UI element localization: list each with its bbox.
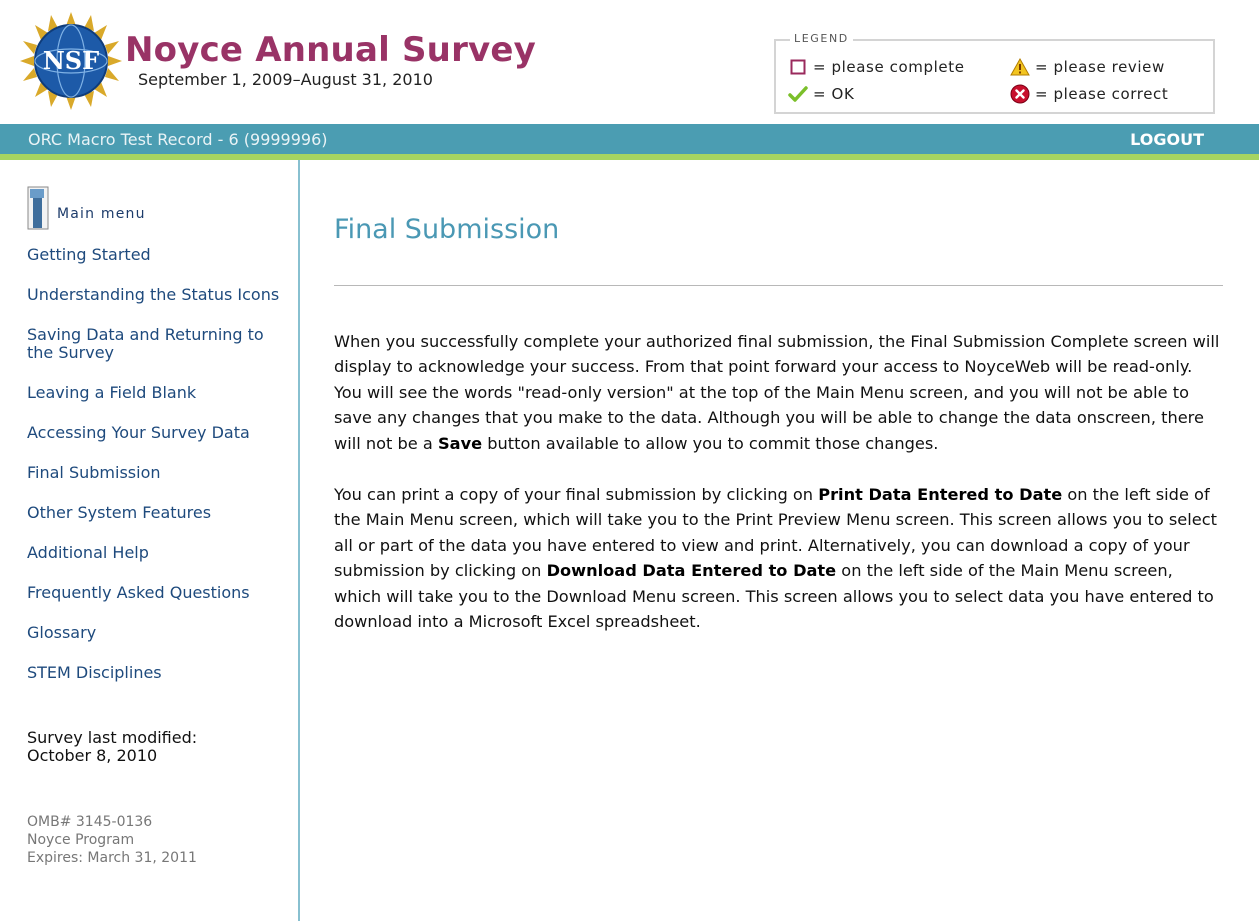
legend-item-review — [1010, 57, 1165, 77]
top-nav-bar — [0, 124, 1259, 154]
paragraph-final-submission — [334, 329, 1223, 456]
main-menu-link[interactable] — [27, 186, 146, 230]
error-x-icon — [1010, 84, 1030, 104]
legend-label-complete: = please complete — [813, 58, 965, 76]
logout-link[interactable]: LOGOUT — [1130, 130, 1204, 149]
p2-text-a: You can print a copy of your final submission by clicking on — [334, 485, 819, 504]
omb-number: OMB# 3145-0136 — [27, 814, 153, 830]
p2-text-c: on the left side of the Main Menu screen, which will take you to the Download Menu screen. This screen allows you to select data you have entered to download into a Microsoft Excel spreadsheet. — [334, 561, 1214, 632]
legend-label-review: = please review — [1035, 58, 1165, 76]
sidebar-item-saving-data[interactable]: Saving Data and Returning to the Survey — [27, 325, 264, 362]
main-menu-icon — [27, 186, 49, 230]
legend-title: LEGEND — [790, 32, 853, 45]
checkmark-icon — [788, 84, 808, 104]
sidebar-item-other-features[interactable]: Other System Features — [27, 503, 212, 522]
legend-label-correct: = please correct — [1035, 85, 1169, 103]
sidebar-item-final-submission[interactable]: Final Submission — [27, 463, 161, 482]
page-header — [0, 0, 1259, 124]
sidebar-menu — [27, 246, 287, 704]
omb-info — [27, 813, 197, 867]
last-modified-info — [27, 729, 197, 765]
legend-label-ok: = OK — [813, 85, 855, 103]
sidebar — [0, 160, 300, 921]
sidebar-item-additional-help[interactable]: Additional Help — [27, 543, 149, 562]
survey-title: Noyce Annual Survey — [125, 30, 537, 70]
warning-icon — [1010, 57, 1030, 77]
sidebar-item-getting-started[interactable]: Getting Started — [27, 245, 151, 264]
p1-bold-save: Save — [437, 433, 483, 453]
page-title: Final Submission — [334, 214, 560, 245]
paragraph-print-download — [334, 482, 1223, 634]
sidebar-item-stem-disciplines[interactable]: STEM Disciplines — [27, 663, 162, 682]
p2-text-b: on the left side of the Main Menu screen, which will take you to the Print Preview Menu screen. This screen allows you to select all or part of the data you have entered to view and print. Alternatively, you can download a copy of your submission by clicking on — [334, 485, 1217, 581]
nsf-logo — [20, 12, 122, 110]
p1-text-b: button available to allow you to commit those changes. — [482, 433, 939, 453]
main-menu-label: Main menu — [57, 206, 146, 222]
survey-period: September 1, 2009–August 31, 2010 — [138, 70, 433, 89]
sidebar-item-accessing-data[interactable]: Accessing Your Survey Data — [27, 423, 250, 442]
empty-checkbox-icon — [788, 57, 808, 77]
program-name: Noyce Program — [27, 832, 135, 848]
status-legend — [774, 32, 1215, 114]
p1-text-a: When you successfully complete your authorized final submission, the Final Submission Complete screen will display to acknowledge your success. From that point forward your access to NoyceWeb will be read-only. You will see the words "read-only version" at the top of the Main Menu screen, and you will not be able to save any changes that you make to the data. Although you will be able to change the data onscreen, there will not be a — [334, 332, 1220, 453]
p2-bold-download: Download Data Entered to Date — [546, 561, 837, 581]
last-modified-date: October 8, 2010 — [27, 746, 158, 765]
expiration-date: Expires: March 31, 2011 — [27, 850, 197, 866]
legend-item-ok — [788, 84, 854, 104]
sidebar-item-faq[interactable]: Frequently Asked Questions — [27, 583, 250, 602]
title-divider — [334, 285, 1223, 286]
nsf-logo-text: NSF — [42, 46, 100, 75]
record-identifier: ORC Macro Test Record - 6 (9999996) — [28, 130, 328, 149]
sidebar-item-status-icons[interactable]: Understanding the Status Icons — [27, 285, 280, 304]
last-modified-label: Survey last modified: — [27, 728, 198, 747]
sidebar-item-glossary[interactable]: Glossary — [27, 623, 97, 642]
legend-item-correct — [1010, 84, 1168, 104]
p2-bold-print: Print Data Entered to Date — [818, 485, 1063, 504]
sidebar-item-leaving-field-blank[interactable]: Leaving a Field Blank — [27, 383, 197, 402]
legend-item-complete — [788, 57, 965, 77]
